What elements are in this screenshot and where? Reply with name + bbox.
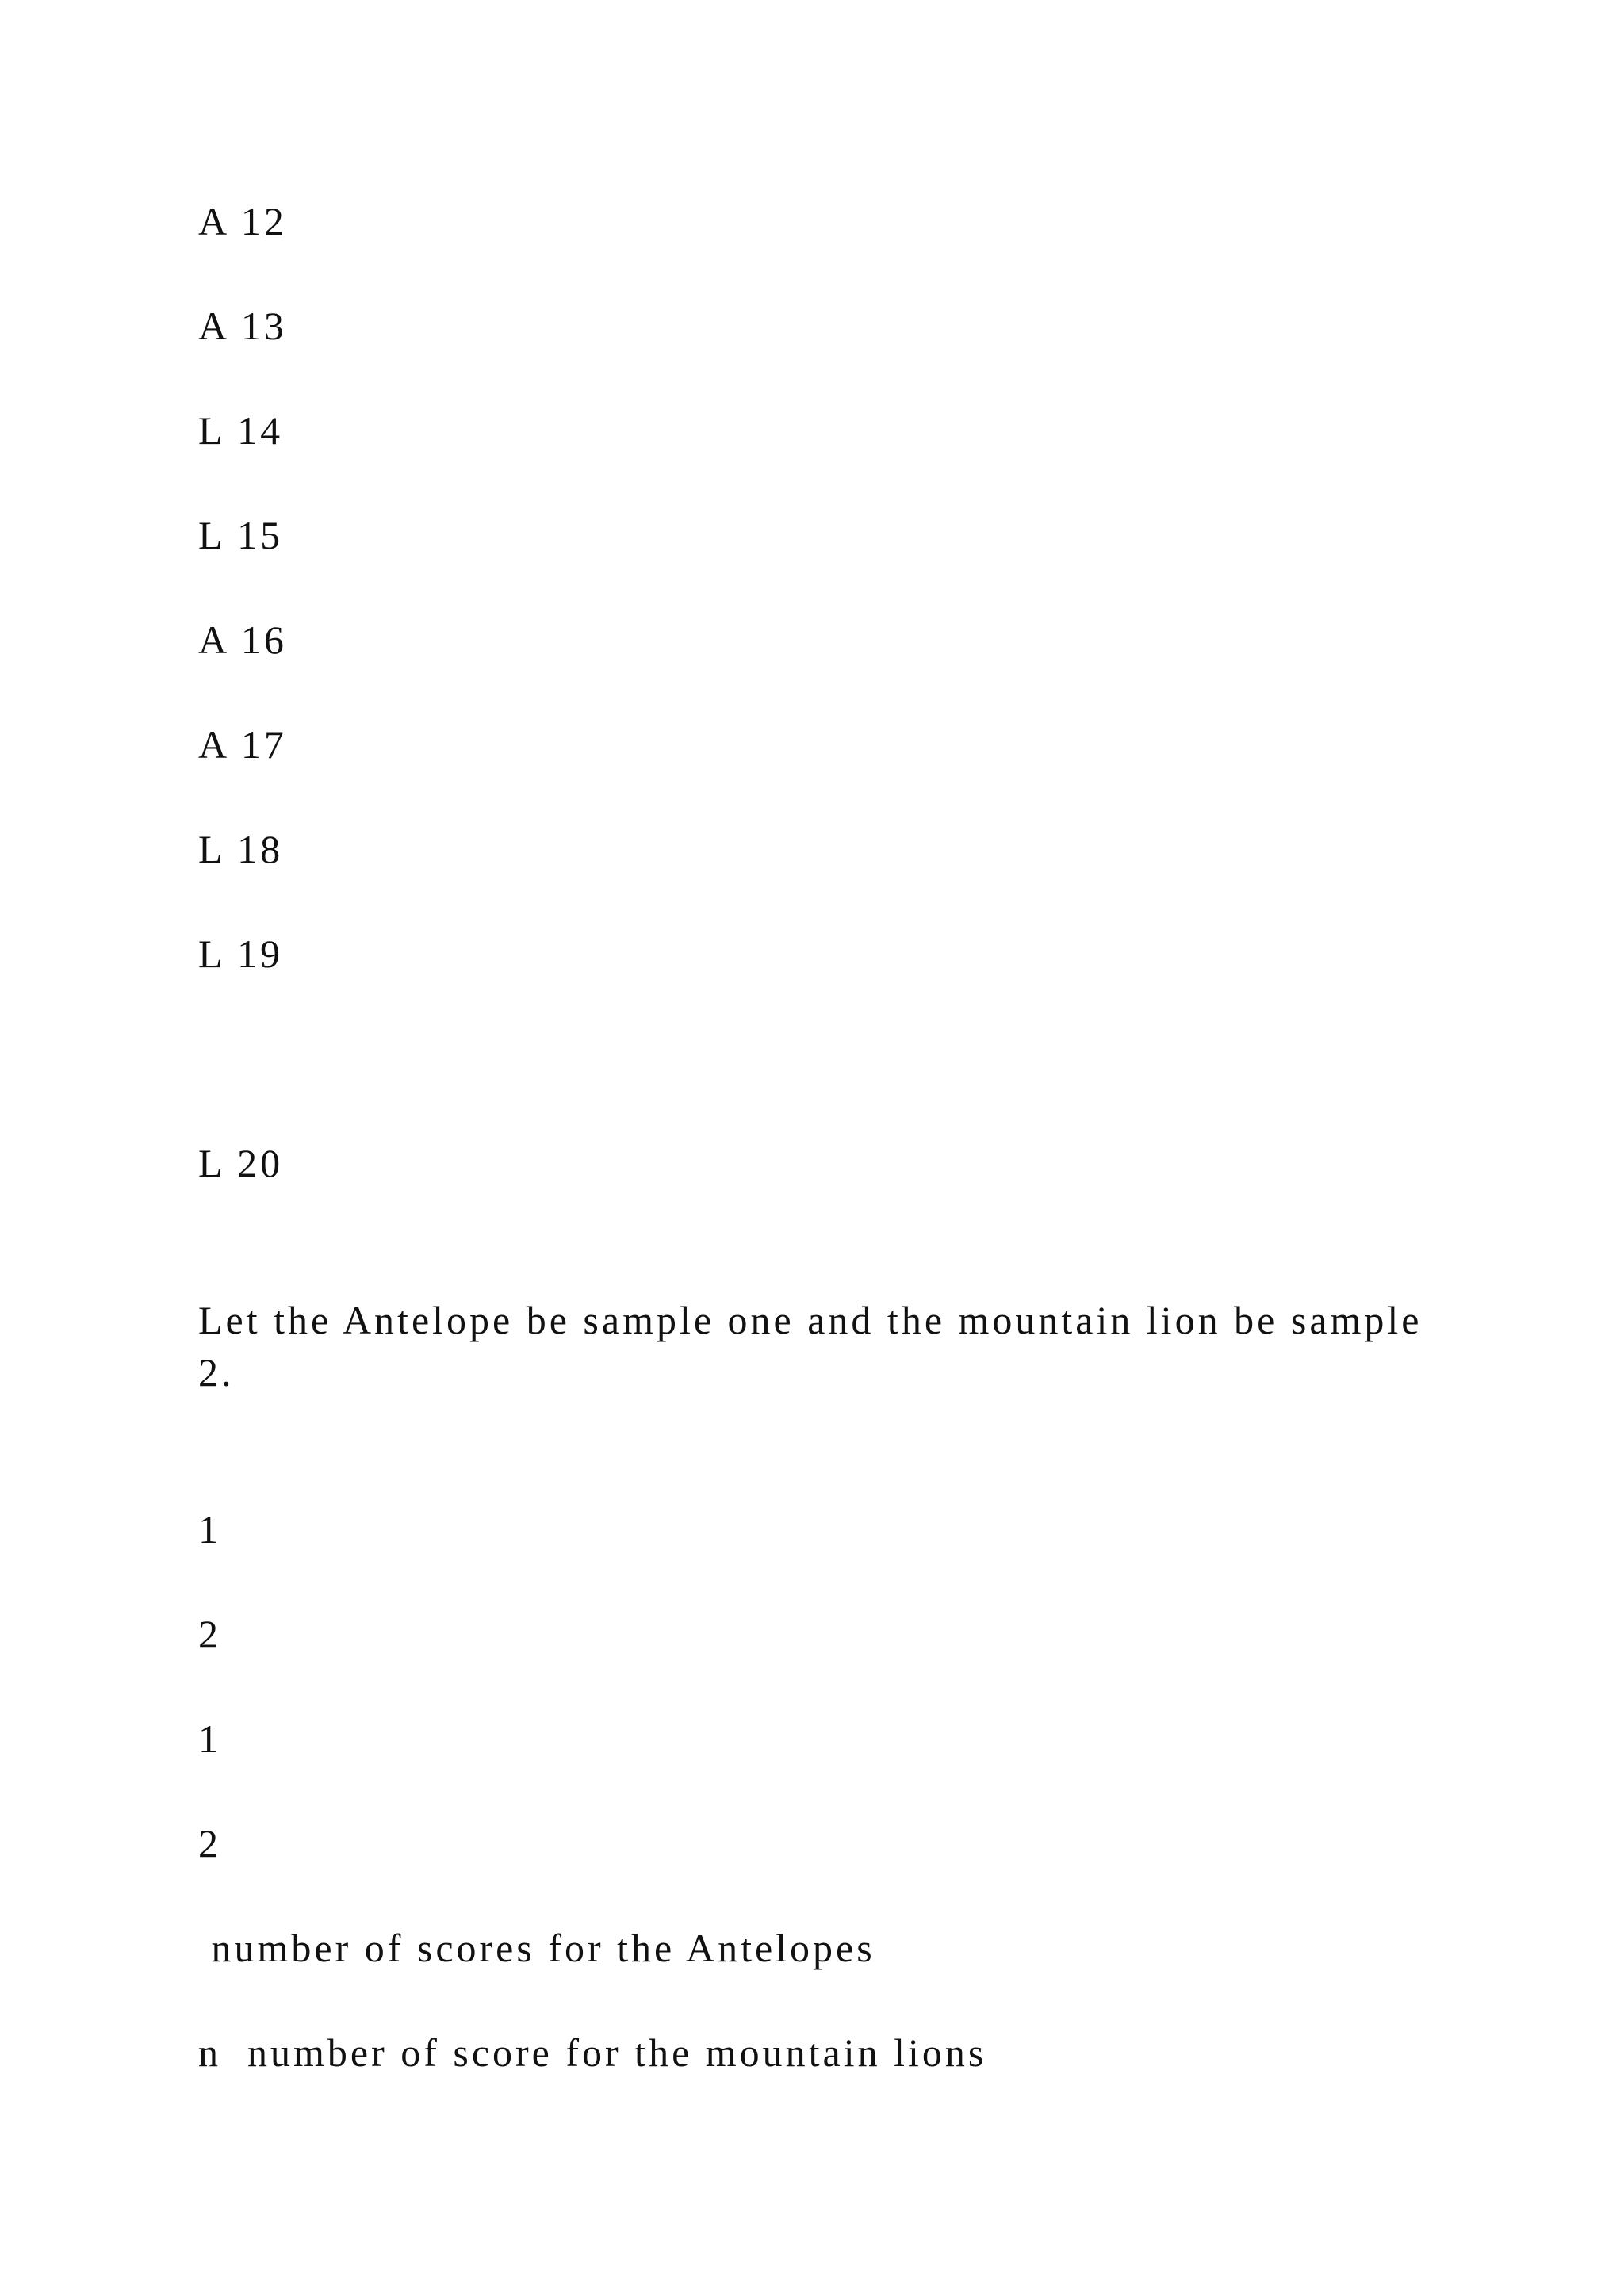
score-row: A 12: [198, 199, 287, 243]
score-row: A 13: [198, 304, 287, 348]
subscript-label: 2: [198, 1612, 221, 1656]
score-row: L 19: [198, 932, 284, 976]
score-row: A 16: [198, 618, 287, 662]
antelope-count-definition: number of scores for the Antelopes: [198, 1926, 875, 1970]
score-row: L 14: [198, 408, 284, 453]
score-row: L 18: [198, 827, 284, 871]
subscript-label: 1: [198, 1507, 221, 1552]
subscript-label: 1: [198, 1716, 221, 1761]
score-row: L 15: [198, 513, 284, 557]
score-row: L 20: [198, 1141, 284, 1185]
sample-definition-paragraph: Let the Antelope be sample one and the mountain lion be sample 2.: [198, 1298, 1423, 1395]
subscript-label: 2: [198, 1821, 221, 1866]
score-row: A 17: [198, 722, 287, 767]
mountain-lion-count-definition: n number of score for the mountain lions: [198, 2030, 987, 2075]
